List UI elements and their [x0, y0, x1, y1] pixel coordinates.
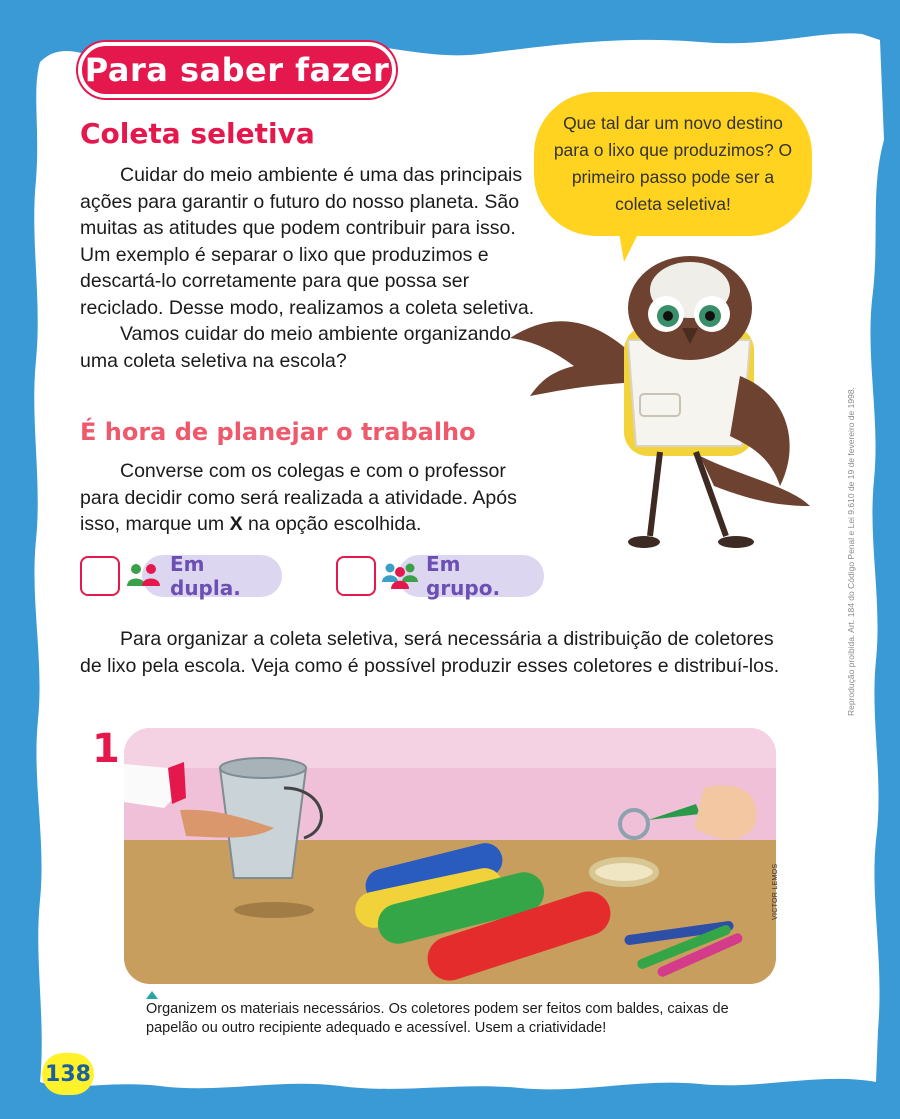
materials-illustration [124, 728, 776, 984]
option-pair-pill [142, 552, 282, 600]
section-banner: Para saber fazer [78, 42, 396, 98]
distribution-text: Para organizar a coleta seletiva, será necessária a distribuição de coletores de lixo pela escola. Veja como é possível produzir esses coletores e distribuí-los. [80, 628, 780, 677]
speech-bubble [534, 92, 812, 236]
legal-notice: Reprodução proibida. Art. 184 do Código Penal e Lei 9.610 de 19 de fevereiro de 1998. [846, 387, 856, 716]
planning-text-before: Converse com os colegas e com o professor para decidir como será realizada a atividade. Após isso, marque um [80, 460, 517, 535]
planning-text [80, 458, 540, 538]
step-number: 1 [92, 726, 120, 772]
option-pair-checkbox[interactable] [80, 556, 120, 596]
planning-mark: X [229, 513, 243, 535]
page-number: 138 [42, 1053, 94, 1095]
speech-bubble-text: Que tal dar um novo destino para o lixo que produzimos? O primeiro passo pode ser a coleta seletiva! [553, 113, 793, 214]
option-pair-label: Em dupla. [170, 552, 241, 600]
intro-paragraph-2: Vamos cuidar do meio ambiente organizando uma coleta seletiva na escola? [80, 323, 511, 372]
illustration-credit: VICTOR LEMOS [772, 863, 779, 920]
bird-mascot-illustration [500, 256, 840, 556]
section-title: Coleta seletiva [80, 117, 315, 150]
option-group-label: Em grupo. [426, 552, 501, 600]
caption-triangle-icon [146, 991, 158, 999]
group-people-icon [382, 560, 418, 590]
planning-text-after: na opção escolhida. [242, 513, 422, 535]
step-caption: Organizem os materiais necessários. Os coletores podem ser feitos com baldes, caixas de papelão ou outro recipiente adequado e acessível. Usem a criatividade! [146, 1001, 729, 1036]
intro-paragraph-1: Cuidar do meio ambiente é uma das principais ações para garantir o futuro do nosso planeta. São muitas as atitudes que podem contribuir para isso. Um exemplo é separar o lixo que produzimos e descartá-lo corretamente para que possa ser reciclado. Desse modo, realizamos a coleta seletiva. [80, 164, 535, 319]
planning-title: É hora de planejar o trabalho [80, 418, 476, 446]
option-group-pill [398, 552, 544, 600]
materials-scene [124, 728, 776, 984]
option-group-checkbox[interactable] [336, 556, 376, 596]
intro-text [80, 162, 540, 374]
pair-people-icon [126, 562, 162, 588]
